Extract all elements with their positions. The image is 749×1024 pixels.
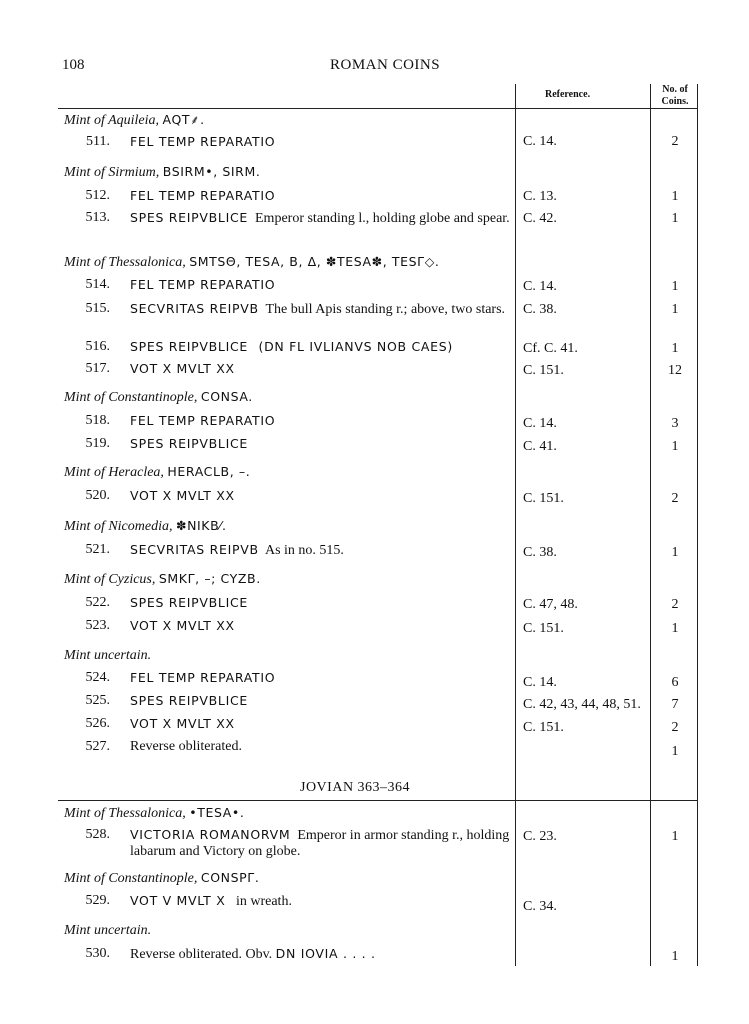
mint-legend: BSIRM•, SIRM.: [162, 164, 261, 179]
reverse-type: The bull Apis standing r.; above, two stars.: [265, 302, 506, 317]
column-rule-right: [650, 84, 651, 966]
coin-count: 1: [671, 341, 679, 356]
obverse-legend: DN IOVIA . . . .: [275, 946, 376, 961]
coin-count: 2: [671, 134, 679, 149]
reverse-legend: VOT X MVLT XX: [130, 488, 235, 503]
entry-number: 527.: [85, 739, 110, 754]
mint-label: Mint of Cyzicus,: [64, 572, 156, 587]
mint-label: Mint of Heraclea,: [64, 465, 164, 480]
coin-count: 1: [671, 949, 679, 964]
mint-legend: HERACLB, –.: [167, 464, 251, 479]
reverse-type: Reverse obliterated. Obv.: [130, 947, 273, 962]
entry-description: [130, 542, 344, 559]
reference: C. 42, 43, 44, 48, 51.: [523, 697, 641, 712]
mint-heading: [64, 464, 250, 481]
reverse-legend: FEL TEMP REPARATIO: [130, 670, 276, 685]
reference: C. 14.: [523, 675, 557, 690]
mint-label: Mint of Sirmium,: [64, 165, 160, 180]
mint-heading: [64, 389, 253, 406]
coin-count: 7: [671, 697, 679, 712]
coin-count: 3: [671, 416, 679, 431]
reference: C. 34.: [523, 899, 557, 914]
reverse-legend: SPES REIPVBLICE: [130, 693, 248, 708]
reverse-legend: VICTORIA ROMANORVM: [130, 827, 291, 842]
reference: C. 38.: [523, 302, 557, 317]
reverse-type: Emperor standing l., holding globe and spear.: [255, 211, 510, 226]
reverse-legend: SPES REIPVBLICE: [130, 595, 248, 610]
entry-number: 525.: [85, 693, 110, 708]
coins-column-header: [655, 84, 695, 108]
coin-count: 1: [671, 189, 679, 204]
mint-heading: [64, 111, 205, 129]
section-rule: [58, 800, 698, 801]
mint-heading: [64, 922, 151, 939]
coin-count: 1: [671, 279, 679, 294]
header-rule: [58, 108, 698, 109]
mint-label: Mint uncertain.: [64, 648, 152, 663]
reference: C. 38.: [523, 545, 557, 560]
mint-legend: SMKΓ, –; CYZB.: [158, 571, 261, 586]
coin-count: 12: [668, 363, 682, 378]
mint-label: Mint of Constantinople,: [64, 390, 198, 405]
mint-label: Mint of Nicomedia,: [64, 519, 173, 534]
entry-number: 526.: [85, 716, 110, 731]
reference: C. 41.: [523, 439, 557, 454]
mint-label: Mint uncertain.: [64, 923, 152, 938]
reverse-legend: SPES REIPVBLICE: [130, 436, 248, 451]
entry-description: [130, 339, 453, 356]
coin-count: 1: [671, 545, 679, 560]
entry-number: 530.: [85, 946, 110, 961]
entry-number: 528.: [85, 827, 110, 842]
reference: C. 151.: [523, 491, 564, 506]
mint-heading: [64, 164, 260, 181]
reverse-type: As in no. 515.: [264, 543, 344, 558]
entry-number: 513.: [85, 210, 110, 225]
mint-label: Mint of Aquileia,: [64, 113, 160, 128]
reverse-type: Reverse obliterated.: [130, 739, 242, 754]
reverse-legend: VOT V MVLT X: [130, 893, 226, 908]
coin-count: 6: [671, 675, 679, 690]
reverse-legend: FEL TEMP REPARATIO: [130, 277, 276, 292]
reference: C. 151.: [523, 621, 564, 636]
reverse-legend: VOT X MVLT XX: [130, 361, 235, 376]
entry-number: 520.: [85, 488, 110, 503]
reference-column-header: Reference.: [545, 89, 591, 100]
entry-number: 517.: [85, 361, 110, 376]
mint-heading: [64, 518, 227, 535]
entry-number: 511.: [86, 134, 110, 149]
reference: C. 151.: [523, 720, 564, 735]
page-number: 108: [62, 57, 85, 73]
reverse-legend: FEL TEMP REPARATIO: [130, 413, 276, 428]
entry-number: 523.: [85, 618, 110, 633]
entry-number: 521.: [85, 542, 110, 557]
coins-header-line2: Coins.: [661, 96, 689, 107]
coin-count: 1: [671, 302, 679, 317]
reverse-type: Emperor in armor standing r., holding labarum and Victory on globe.: [130, 828, 510, 859]
mint-label: Mint of Thessalonica,: [64, 255, 186, 270]
reverse-legend: SPES REIPVBLICE: [130, 210, 248, 225]
mint-heading: [64, 870, 259, 887]
entry-description: [130, 210, 514, 227]
entry-number: 514.: [85, 277, 110, 292]
mint-legend: •TESA•.: [189, 805, 245, 820]
reverse-legend: SECVRITAS REIPVB: [130, 301, 259, 316]
obverse-legend: (DN FL IVLIANVS NOB CAES): [258, 339, 453, 354]
reference: C. 42.: [523, 211, 557, 226]
mint-heading: [64, 571, 261, 588]
mint-legend: CONSPΓ.: [200, 870, 260, 885]
coins-header-line1: No. of: [662, 84, 688, 95]
mint-legend: AQT⸙.: [162, 112, 205, 127]
mint-heading: [64, 254, 440, 271]
mint-legend: ✽NIKB⁄.: [176, 518, 227, 533]
entry-number: 529.: [85, 893, 110, 908]
mint-heading: [64, 805, 244, 822]
reverse-legend: FEL TEMP REPARATIO: [130, 188, 276, 203]
entry-number: 524.: [85, 670, 110, 685]
running-head: ROMAN COINS: [330, 57, 441, 73]
coin-count: 2: [671, 491, 679, 506]
entry-description: [130, 827, 514, 860]
reference: C. 14.: [523, 416, 557, 431]
reverse-legend: VOT X MVLT XX: [130, 716, 235, 731]
entry-number: 519.: [85, 436, 110, 451]
reverse-legend: SECVRITAS REIPVB: [130, 542, 259, 557]
entry-description: [130, 301, 514, 318]
mint-heading: [64, 647, 151, 664]
coin-count: 1: [671, 211, 679, 226]
reverse-legend: SPES REIPVBLICE: [130, 339, 248, 354]
coin-count: 1: [671, 621, 679, 636]
reference: C. 13.: [523, 189, 557, 204]
reference: C. 14.: [523, 279, 557, 294]
entry-number: 516.: [85, 339, 110, 354]
reference: C. 151.: [523, 363, 564, 378]
entry-number: 512.: [85, 188, 110, 203]
reference: C. 23.: [523, 829, 557, 844]
coin-count: 1: [671, 439, 679, 454]
section-heading: JOVIAN 363–364: [300, 780, 411, 795]
mint-label: Mint of Constantinople,: [64, 871, 198, 886]
reference: C. 47, 48.: [523, 597, 578, 612]
reverse-legend: FEL TEMP REPARATIO: [130, 134, 276, 149]
entry-description: [130, 893, 292, 910]
entry-number: 518.: [85, 413, 110, 428]
coin-count: 1: [671, 829, 679, 844]
entry-number: 515.: [85, 301, 110, 316]
coin-count: 2: [671, 720, 679, 735]
reverse-type: in wreath.: [235, 894, 292, 909]
column-rule-left: [515, 84, 516, 966]
reverse-legend: VOT X MVLT XX: [130, 618, 235, 633]
entry-description: [130, 946, 376, 963]
coin-count: 2: [671, 597, 679, 612]
reference: Cf. C. 41.: [523, 341, 578, 356]
mint-label: Mint of Thessalonica,: [64, 806, 186, 821]
entry-number: 522.: [85, 595, 110, 610]
reference: C. 14.: [523, 134, 557, 149]
mint-legend: CONSA.: [200, 389, 253, 404]
coin-count: 1: [671, 744, 679, 759]
mint-legend: SMTSΘ, TESA, B, Δ, ✽TESA✽, TESΓ◇.: [189, 254, 440, 269]
